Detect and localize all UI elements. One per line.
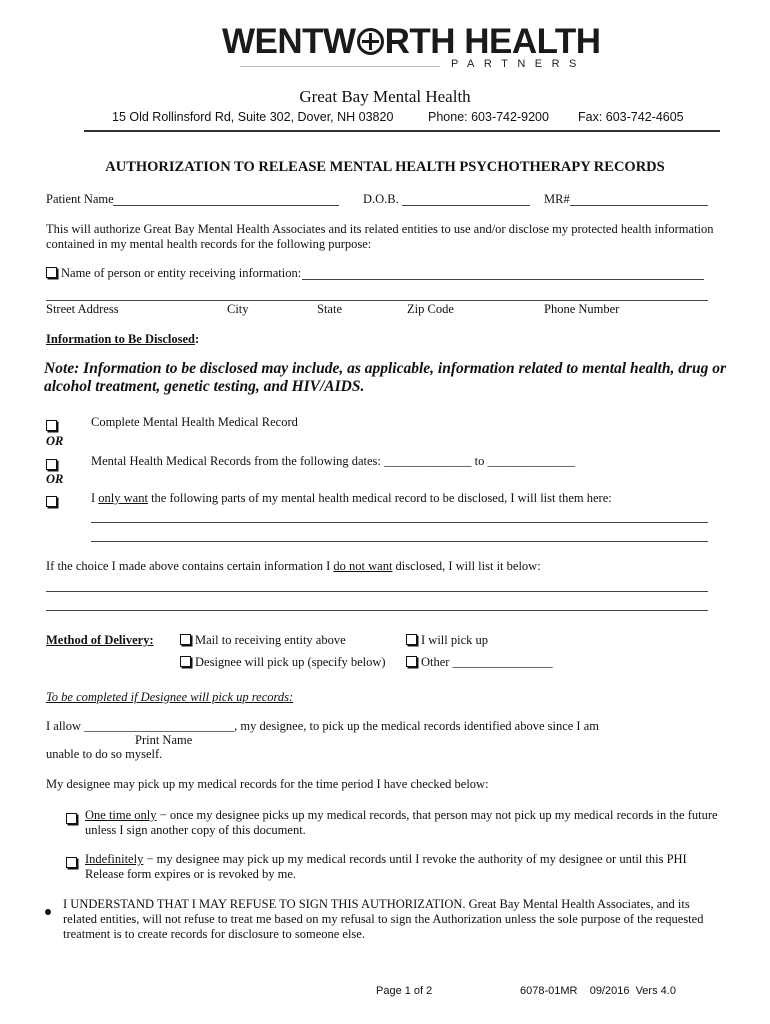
recipient-label: Name of person or entity receiving information: [61, 266, 302, 280]
note-line-2: alcohol treatment, genetic testing, and HIV/AIDS. [44, 378, 365, 395]
delivery-designee-checkbox[interactable] [180, 656, 191, 667]
delivery-self-option[interactable] [406, 633, 488, 648]
delivery-mail-checkbox[interactable] [180, 634, 191, 645]
specific-parts-field-2[interactable] [91, 541, 708, 542]
designee-heading: To be completed if Designee will pick up records: [46, 690, 294, 704]
intro-line-1: This will authorize Great Bay Mental Health Associates and its related entities to use and/or disclose my protected health information [46, 222, 714, 236]
mr-field[interactable] [570, 205, 708, 206]
patient-name-field[interactable] [113, 205, 339, 206]
refuse-line-1: I UNDERSTAND THAT I MAY REFUSE TO SIGN THIS AUTHORIZATION. Great Bay Mental Health Associates, and its [63, 897, 690, 911]
logo-subtitle: PARTNERS [451, 58, 586, 70]
form-id: 6078-01MR 09/2016 Vers 4.0 [520, 985, 676, 997]
complete-record-checkbox[interactable] [46, 417, 61, 435]
delivery-other-label: Other ________________ [421, 655, 553, 669]
dob-field[interactable] [402, 205, 530, 206]
recipient-address-field[interactable] [46, 300, 708, 301]
info-disclosed-heading [46, 332, 199, 347]
exclude-label: If the choice I made above contains certain information I do not want disclosed, I will list it below: [46, 559, 541, 573]
one-time-checkbox[interactable] [66, 810, 81, 828]
info-disclosed-label: Information to Be Disclosed [46, 332, 195, 346]
allow-designee-line: I allow ________________________, my designee, to pick up the medical records identified above since I am [46, 719, 599, 733]
date-to-field[interactable]: ______________ [487, 454, 575, 468]
or-separator-2: OR [46, 472, 64, 486]
one-time-text: One time only − once my designee picks up my medical records, that person may not pick up my medical records in the future [85, 808, 718, 822]
state-label: State [317, 302, 342, 316]
bullet-icon [45, 902, 51, 920]
allow-designee-line-2: unable to do so myself. [46, 747, 163, 761]
intro-line-2: contained in my mental health records for the following purpose: [46, 237, 372, 251]
city-label: City [227, 302, 249, 316]
logo-text-right: RTH HEALTH [384, 22, 601, 61]
mr-label: MR# [544, 192, 570, 206]
org-phone: Phone: 603-742-9200 [428, 110, 549, 124]
date-range-label: Mental Health Medical Records from the following dates: [91, 454, 384, 468]
refuse-line-2: related entities, will not refuse to treat me based on my refusal to sign the Authorization unless the sole purpose of the requested [63, 912, 704, 926]
exclude-field-1[interactable] [46, 591, 708, 592]
date-from-field[interactable]: ______________ [383, 454, 472, 468]
street-address-label: Street Address [46, 302, 119, 316]
specific-parts-label: I only want the following parts of my mental health medical record to be disclosed, I will list them here: [91, 491, 612, 505]
logo [222, 22, 601, 62]
or-separator-1: OR [46, 434, 64, 448]
recipient-row [46, 266, 301, 281]
header-divider [84, 130, 720, 132]
specific-parts-checkbox[interactable] [46, 493, 61, 511]
specific-parts-field-1[interactable] [91, 522, 708, 523]
period-intro: My designee may pick up my medical records for the time period I have checked below: [46, 777, 489, 791]
recipient-field[interactable] [302, 279, 704, 280]
indefinitely-checkbox[interactable] [66, 854, 81, 872]
recipient-checkbox[interactable] [46, 267, 57, 278]
delivery-label: Method of Delivery: [46, 633, 154, 647]
org-fax: Fax: 603-742-4605 [578, 110, 684, 124]
refuse-line-3: treatment is to create records for disclosure to someone else. [63, 927, 365, 941]
logo-text-left: WENTW [222, 22, 356, 61]
delivery-other-checkbox[interactable] [406, 656, 417, 667]
org-name: Great Bay Mental Health [299, 87, 471, 106]
delivery-mail-label: Mail to receiving entity above [195, 633, 346, 647]
complete-record-label: Complete Mental Health Medical Record [91, 415, 298, 429]
delivery-other-option[interactable] [406, 655, 553, 670]
logo-rule [240, 66, 440, 67]
delivery-mail-option[interactable] [180, 633, 346, 648]
delivery-designee-option[interactable] [180, 655, 386, 670]
page-number: Page 1 of 2 [376, 985, 433, 997]
form-title: AUTHORIZATION TO RELEASE MENTAL HEALTH PSYCHOTHERAPY RECORDS [105, 159, 665, 175]
zip-label: Zip Code [407, 302, 454, 316]
delivery-self-label: I will pick up [421, 633, 489, 647]
indefinitely-text: Indefinitely − my designee may pick up my medical records until I revoke the authority of my designee or until this PHI [85, 852, 687, 866]
dob-label: D.O.B. [363, 192, 399, 206]
date-to-label: to [471, 454, 488, 468]
org-address: 15 Old Rollinsford Rd, Suite 302, Dover, NH 03820 [112, 110, 394, 124]
delivery-designee-label: Designee will pick up (specify below) [195, 655, 386, 669]
print-name-caption: Print Name [135, 733, 193, 747]
phone-number-label: Phone Number [544, 302, 620, 316]
date-range-option [91, 454, 575, 469]
compass-o-icon [357, 28, 384, 55]
delivery-self-checkbox[interactable] [406, 634, 417, 645]
one-time-text-2: unless I sign another copy of this document. [85, 823, 306, 837]
indefinitely-text-2: Release form expires or is revoked by me. [85, 867, 297, 881]
info-disclosed-colon: : [194, 332, 200, 346]
exclude-field-2[interactable] [46, 610, 708, 611]
patient-name-label: Patient Name [46, 192, 114, 206]
note-line-1: Note: Information to be disclosed may include, as applicable, information related to mental health, drug or [44, 360, 727, 377]
